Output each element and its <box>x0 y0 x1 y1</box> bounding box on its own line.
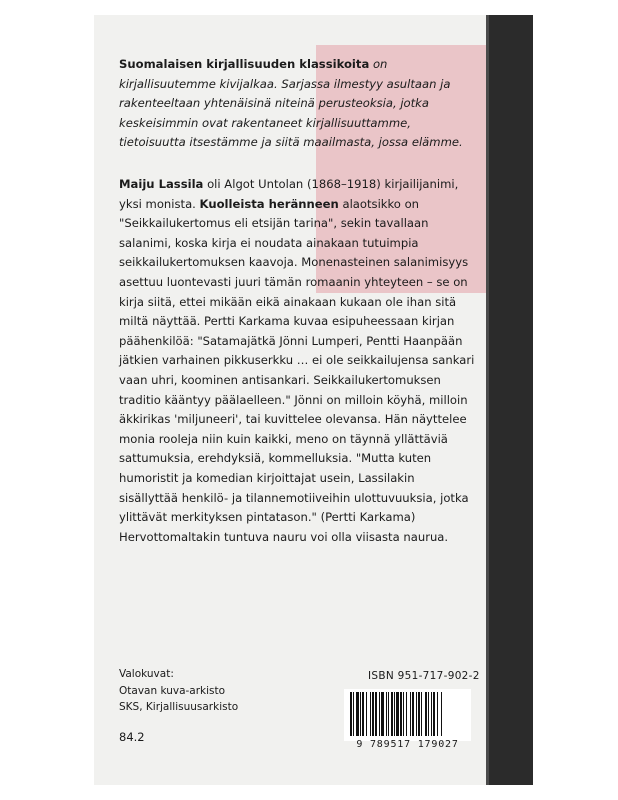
barcode-bars <box>350 692 465 736</box>
barcode-bar <box>372 692 374 736</box>
barcode-bar <box>412 692 414 736</box>
description-text-2: alaotsikko on "Seikkailukertomus eli etsijän tarina", sekin tavallaan salanimi, koska kirja ei noudata ainakaan tutuimpia seikkailukertomuksen kaavoja. Monenasteinen salanimisyys asettuu luontevasti juuri tämän romaanin yhteyteen – se on kirja siitä, ettei mikään eikä ainakaan kukaan ole ihan sitä miltä näyttää. Pertti Karkama kuvaa esipuheessaan kirjan päähenkilöä: "Satamajätkä Jönni Lumperi, Pentti Haanpään jätkien varhainen pikkuserkku … ei ole seikkailujensa sankari vaan uhri, koominen antisankari. Seikkailukertomuksen traditio kääntyy päälaelleen." Jönni on milloin köyhä, milloin äkkirikas 'miljuneeri', tai kuvittelee olevansa. Hän näyttelee monia rooleja niin kuin kaikki, meno on täynnä yllättäviä sattumuksia, erehdyksiä, kommelluksia. "Mutta kuten humoristit ja komedian kirjoittajat usein, Lassilakin sisällyttää henkilö- ja tilannemotiiveihin ulottuvuuksia, jotka ylittävät merkityksen pintatason." (Pertti Karkama) Hervottomaltakin tuntuva nauru voi olla viisasta naurua. <box>119 196 475 544</box>
barcode-bar <box>375 692 377 736</box>
barcode-bar <box>366 692 367 736</box>
credits-line-2: SKS, Kirjallisuusarkisto <box>119 701 239 714</box>
barcode-bar <box>428 692 429 736</box>
barcode-bar <box>386 692 387 736</box>
credits-line-1: Otavan kuva-arkisto <box>119 684 226 697</box>
barcode-bar <box>391 692 393 736</box>
barcode-bar <box>370 692 371 736</box>
barcode-bar <box>362 692 364 736</box>
barcode-bar <box>425 692 427 736</box>
barcode-bar <box>381 692 384 736</box>
barcode-bar <box>431 692 432 736</box>
barcode-bar <box>421 692 422 736</box>
barcode <box>344 689 471 741</box>
barcode-bar <box>400 692 402 736</box>
barcode-bar <box>410 692 411 736</box>
description-text-1: oli Algot Untolan (1868–1918) kirjailijanimi, yksi monista. <box>119 177 459 211</box>
barcode-bar <box>350 692 352 736</box>
book-description <box>119 175 476 547</box>
barcode-bar <box>396 692 399 736</box>
book-title: Kuolleista heränneen <box>199 196 339 211</box>
price-code: 84.2 <box>119 730 145 744</box>
barcode-bar <box>388 692 389 736</box>
barcode-bar <box>441 692 442 736</box>
book-spine <box>486 15 533 785</box>
series-intro-text: on kirjallisuutemme kivijalkaa. Sarjassa ilmestyy asultaan ja rakenteeltaan yhtenäisinä niteinä perusteoksia, jotka keskeisimmin ovat rakentaneet kirjallisuuttamme, tietoisuutta itsestämme ja siitä maailmasta, jossa elämme. <box>119 57 463 150</box>
photo-credits <box>119 666 238 716</box>
barcode-bar <box>379 692 380 736</box>
barcode-bar <box>418 692 420 736</box>
barcode-bar <box>360 692 361 736</box>
barcode-number: 9 789517 179027 <box>356 739 459 750</box>
author-name: Maiju Lassila <box>119 177 204 191</box>
barcode-bar <box>394 692 395 736</box>
series-intro <box>119 55 476 153</box>
spine-edge <box>486 15 489 785</box>
barcode-bar <box>433 692 435 736</box>
barcode-bar <box>406 692 407 736</box>
barcode-bar <box>356 692 359 736</box>
isbn-label: ISBN 951-717-902-2 <box>368 670 480 682</box>
barcode-bar <box>437 692 438 736</box>
barcode-bar <box>416 692 417 736</box>
credits-heading: Valokuvat: <box>119 668 174 680</box>
barcode-bar <box>403 692 404 736</box>
series-name: Suomalaisen kirjallisuuden klassikoita <box>119 57 370 71</box>
barcode-bar <box>353 692 354 736</box>
